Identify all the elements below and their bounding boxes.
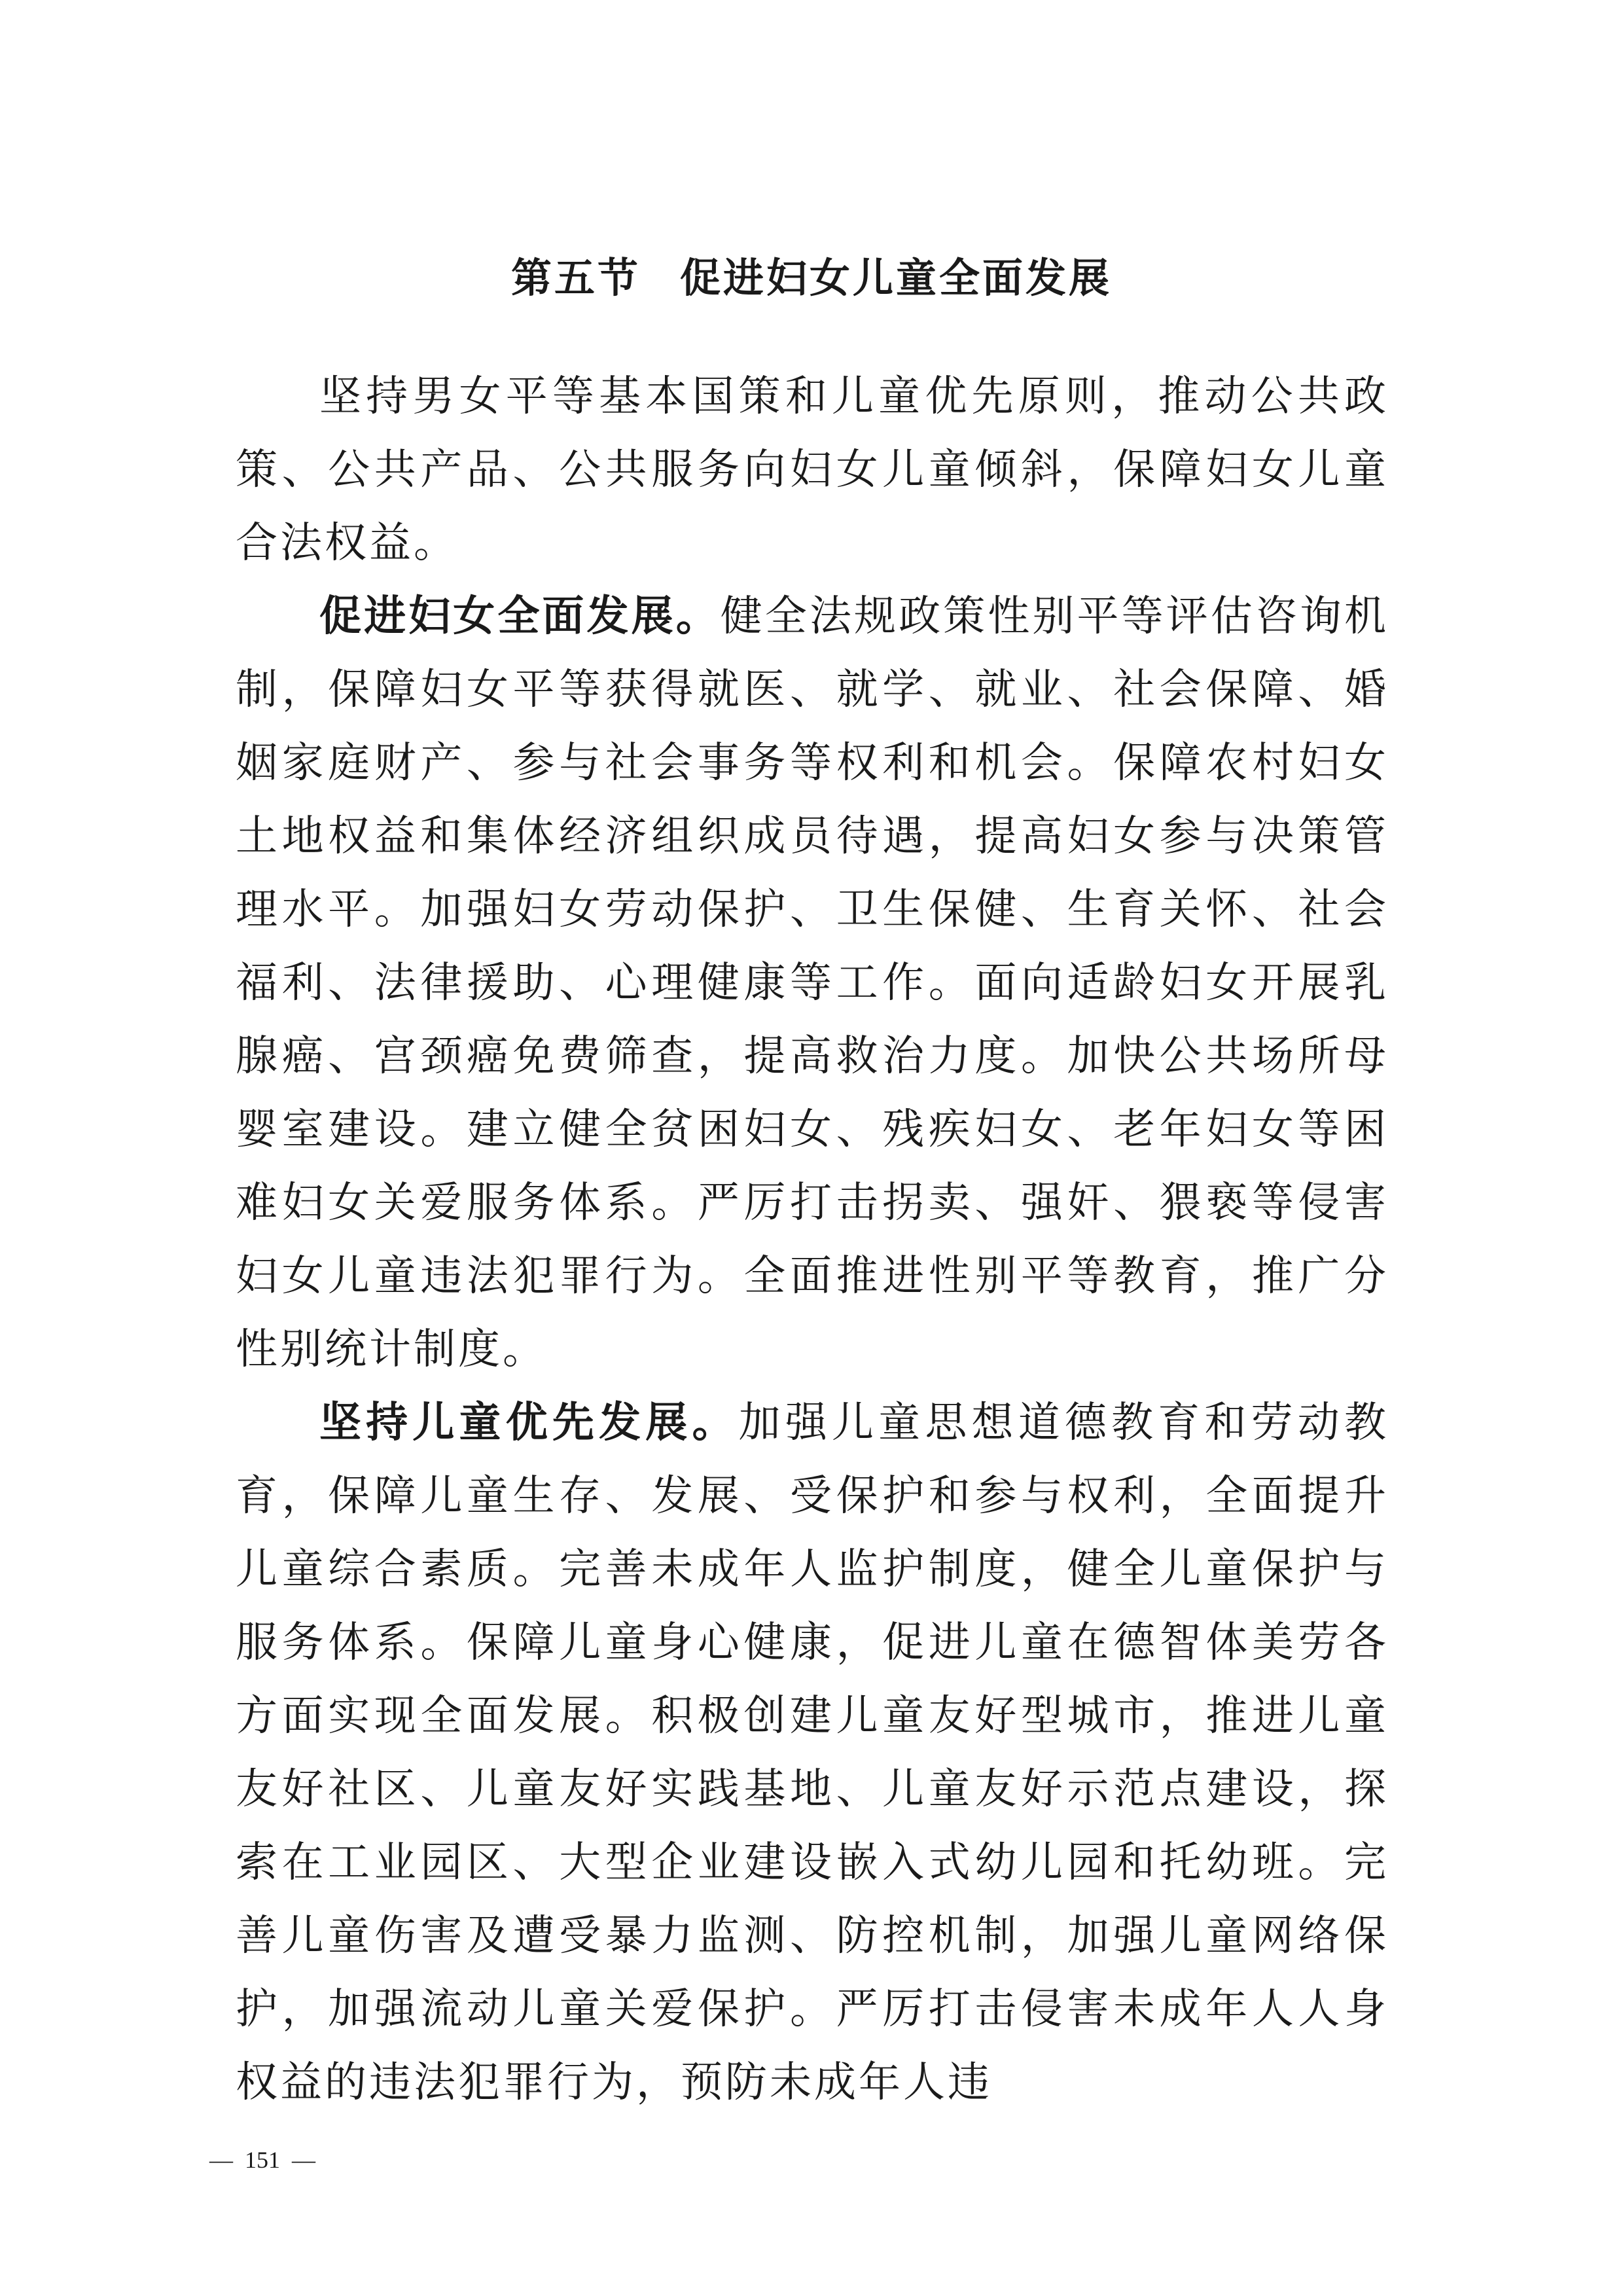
paragraph-text: 坚持男女平等基本国策和儿童优先原则，推动公共政策、公共产品、公共服务向妇女儿童倾斜，保障妇女儿童合法权益。 (236, 372, 1389, 567)
body-text (236, 360, 1389, 2119)
paragraph-text: 加强儿童思想道德教育和劳动教育，保障儿童生存、发展、受保护和参与权利，全面提升儿童综合素质。完善未成年人监护制度，健全儿童保护与服务体系。保障儿童身心健康，促进儿童在德智体美劳各方面实现全面发展。积极创建儿童友好型城市，推进儿童友好社区、儿童友好实践基地、儿童友好示范点建设，探索在工业园区、大型企业建设嵌入式幼儿园和托幼班。完善儿童伤害及遭受暴力监测、防控机制，加强儿童网络保护，加强流动儿童关爱保护。严厉打击侵害未成年人人身权益的违法犯罪行为，预防未成年人违 (236, 1399, 1389, 2107)
paragraph-children-priority (236, 1386, 1389, 2119)
paragraph-lead: 促进妇女全面发展。 (319, 592, 721, 641)
paragraph-lead: 坚持儿童优先发展。 (319, 1398, 739, 1447)
page-number: — 151 — (209, 2147, 315, 2173)
section-heading (0, 245, 1623, 311)
section-number: 第五节 (510, 254, 641, 302)
paragraph-text: 健全法规政策性别平等评估咨询机制，保障妇女平等获得就医、就学、就业、社会保障、婚姻家庭财产、参与社会事务等权利和机会。保障农村妇女土地权益和集体经济组织成员待遇，提高妇女参与决策管理水平。加强妇女劳动保护、卫生保健、生育关怀、社会福利、法律援助、心理健康等工作。面向适龄妇女开展乳腺癌、宫颈癌免费筛查，提高救治力度。加快公共场所母婴室建设。建立健全贫困妇女、残疾妇女、老年妇女等困难妇女关爱服务体系。严厉打击拐卖、强奸、猥亵等侵害妇女儿童违法犯罪行为。全面推进性别平等教育，推广分性别统计制度。 (236, 592, 1389, 1374)
paragraph-intro (236, 360, 1389, 580)
paragraph-women-development (236, 580, 1389, 1386)
section-title: 促进妇女儿童全面发展 (680, 254, 1113, 302)
